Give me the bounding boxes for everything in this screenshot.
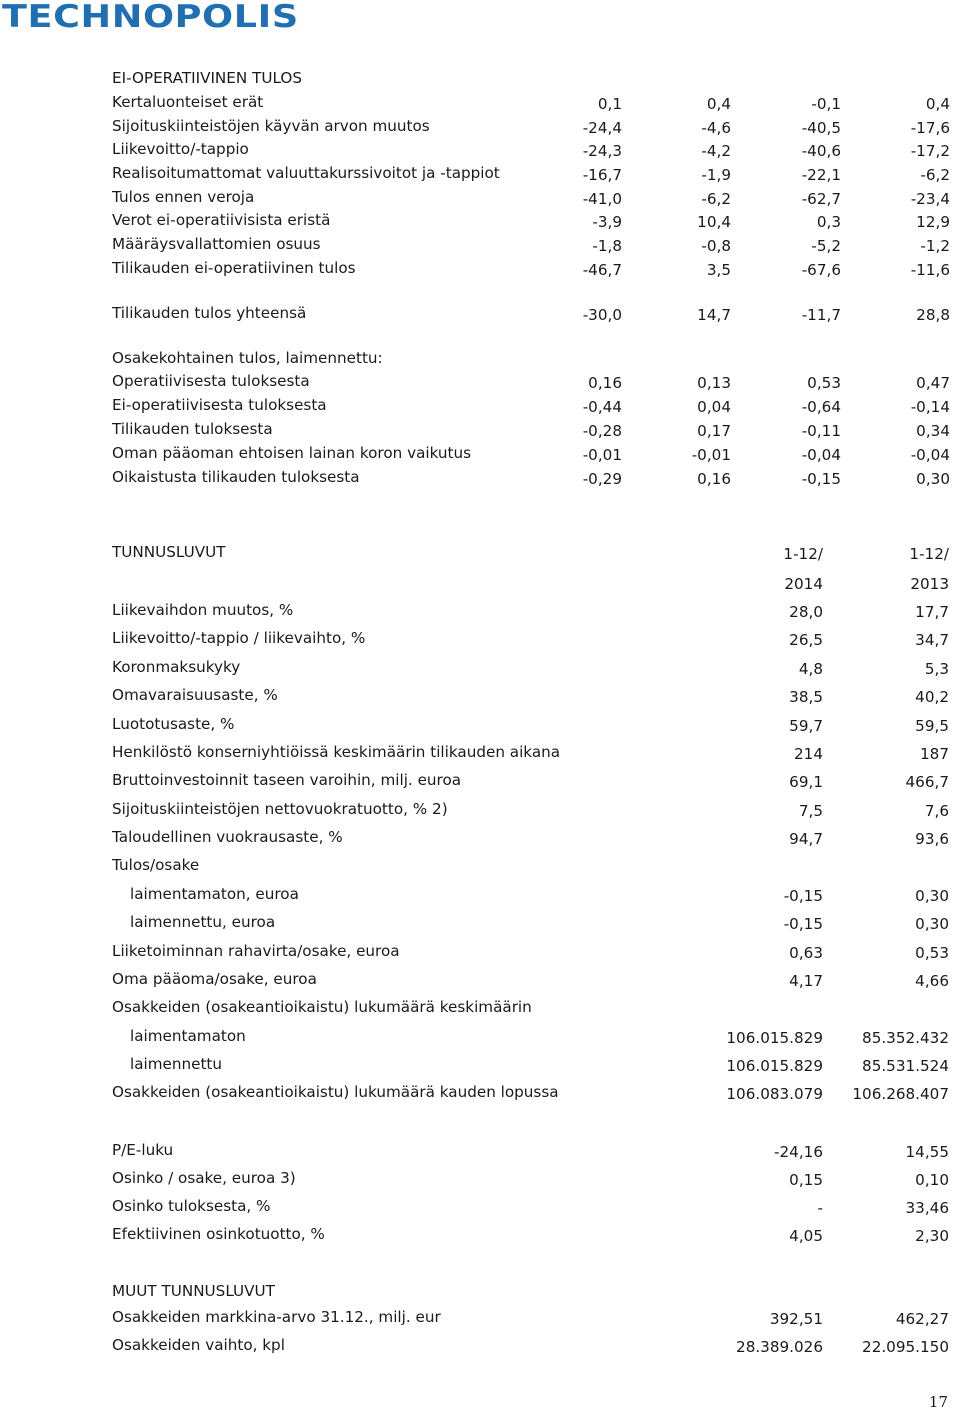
value-cell: 106.015.829 bbox=[726, 1057, 823, 1075]
value-cell: 59,7 bbox=[789, 717, 823, 735]
value-cell: 28.389.026 bbox=[736, 1338, 823, 1356]
value-cell: 392,51 bbox=[769, 1310, 823, 1328]
value-cell: 0,30 bbox=[916, 470, 950, 488]
value-cell: -11,6 bbox=[910, 261, 950, 279]
row-label: Osakkeiden vaihto, kpl bbox=[112, 1336, 285, 1354]
value-cell: -11,7 bbox=[801, 306, 841, 324]
value-cell: 28,8 bbox=[916, 306, 950, 324]
value-cell: 0,15 bbox=[789, 1171, 823, 1189]
value-cell: 33,46 bbox=[905, 1199, 949, 1217]
row-label: laimentamaton, euroa bbox=[130, 885, 299, 903]
value-cell: 4,17 bbox=[789, 972, 823, 990]
value-cell: -24,4 bbox=[582, 119, 622, 137]
value-cell: 14,55 bbox=[905, 1143, 949, 1161]
row-label: Tilikauden tuloksesta bbox=[112, 420, 273, 438]
row-label: Efektiivinen osinkotuotto, % bbox=[112, 1225, 325, 1243]
value-cell: -17,2 bbox=[910, 142, 950, 160]
value-cell: -4,2 bbox=[701, 142, 731, 160]
value-cell: 10,4 bbox=[697, 213, 731, 231]
value-cell: 12,9 bbox=[916, 213, 950, 231]
value-cell: 22.095.150 bbox=[862, 1338, 949, 1356]
row-label: Realisoitumattomat valuuttakurssivoitot ja -tappiot bbox=[112, 164, 500, 182]
value-cell: 2,30 bbox=[915, 1227, 949, 1245]
row-label: Osinko tuloksesta, % bbox=[112, 1197, 271, 1215]
value-cell: -24,16 bbox=[774, 1143, 823, 1161]
row-label: Ei-operatiivisesta tuloksesta bbox=[112, 396, 327, 414]
value-cell: -67,6 bbox=[801, 261, 841, 279]
value-cell: -41,0 bbox=[582, 190, 622, 208]
value-cell: -0,29 bbox=[582, 470, 622, 488]
value-cell: 38,5 bbox=[789, 688, 823, 706]
value-cell: -0,15 bbox=[801, 470, 841, 488]
row-label: Liikevoitto/-tappio bbox=[112, 140, 249, 158]
value-cell: 214 bbox=[794, 745, 823, 763]
value-cell: -0,8 bbox=[701, 237, 731, 255]
row-label: Tulos ennen veroja bbox=[112, 188, 255, 206]
value-cell: -0,04 bbox=[910, 446, 950, 464]
row-label: Määräysvallattomien osuus bbox=[112, 235, 321, 253]
value-cell: 26,5 bbox=[789, 631, 823, 649]
value-cell: 94,7 bbox=[789, 830, 823, 848]
value-cell: -46,7 bbox=[582, 261, 622, 279]
row-label: Operatiivisesta tuloksesta bbox=[112, 372, 310, 390]
value-cell: 4,8 bbox=[798, 660, 823, 678]
row-label: Tilikauden tulos yhteensä bbox=[112, 304, 307, 322]
page-number: 17 bbox=[928, 1393, 948, 1411]
value-cell: 93,6 bbox=[915, 830, 949, 848]
row-label: Oma pääoma/osake, euroa bbox=[112, 970, 317, 988]
value-cell: 0,17 bbox=[697, 422, 731, 440]
value-cell: -1,2 bbox=[920, 237, 950, 255]
value-cell: -17,6 bbox=[910, 119, 950, 137]
row-label: P/E-luku bbox=[112, 1141, 174, 1159]
row-label: Tulos/osake bbox=[112, 856, 200, 874]
value-cell: -30,0 bbox=[582, 306, 622, 324]
value-cell: 7,6 bbox=[924, 802, 949, 820]
value-cell: 17,7 bbox=[915, 603, 949, 621]
row-label: Omavaraisuusaste, % bbox=[112, 686, 278, 704]
row-label: Osakkeiden (osakeantioikaistu) lukumäärä keskimäärin bbox=[112, 998, 532, 1016]
row-label: Bruttoinvestoinnit taseen varoihin, milj. euroa bbox=[112, 771, 462, 789]
value-cell: -0,14 bbox=[910, 398, 950, 416]
value-cell: 3,5 bbox=[706, 261, 731, 279]
value-cell: 85.352.432 bbox=[862, 1029, 949, 1047]
nonop-title: EI-OPERATIIVINEN TULOS bbox=[112, 69, 302, 87]
value-cell: 0,16 bbox=[697, 470, 731, 488]
value-cell: 40,2 bbox=[915, 688, 949, 706]
other-title: MUUT TUNNUSLUVUT bbox=[112, 1282, 275, 1300]
value-cell: -0,15 bbox=[783, 887, 823, 905]
value-cell: 0,63 bbox=[789, 944, 823, 962]
row-label: laimentamaton bbox=[130, 1027, 246, 1045]
value-cell: 0,4 bbox=[706, 95, 731, 113]
value-cell: -0,01 bbox=[691, 446, 731, 464]
value-cell: 106.083.079 bbox=[726, 1085, 823, 1103]
eps-title: Osakekohtainen tulos, laimennettu: bbox=[112, 349, 383, 367]
row-label: Sijoituskiinteistöjen nettovuokratuotto, % 2) bbox=[112, 800, 448, 818]
value-cell: -0,04 bbox=[801, 446, 841, 464]
technopolis-logo: TECHNOPOLIS bbox=[2, 0, 299, 35]
value-cell: 0,16 bbox=[588, 374, 622, 392]
value-cell: 0,13 bbox=[697, 374, 731, 392]
value-cell: -0,15 bbox=[783, 915, 823, 933]
value-cell: -24,3 bbox=[582, 142, 622, 160]
value-cell: -0,28 bbox=[582, 422, 622, 440]
value-cell: -4,6 bbox=[701, 119, 731, 137]
kpi-title: TUNNUSLUVUT bbox=[112, 543, 226, 561]
value-cell: 69,1 bbox=[789, 773, 823, 791]
value-cell: 0,34 bbox=[916, 422, 950, 440]
value-cell: -40,6 bbox=[801, 142, 841, 160]
value-cell: 0,53 bbox=[915, 944, 949, 962]
column-header: 2014 bbox=[784, 575, 823, 593]
value-cell: 462,27 bbox=[895, 1310, 949, 1328]
row-label: Kertaluonteiset erät bbox=[112, 93, 264, 111]
row-label: Osakkeiden markkina-arvo 31.12., milj. eur bbox=[112, 1308, 441, 1326]
value-cell: -62,7 bbox=[801, 190, 841, 208]
value-cell: 85.531.524 bbox=[862, 1057, 949, 1075]
value-cell: 0,47 bbox=[916, 374, 950, 392]
value-cell: -1,8 bbox=[592, 237, 622, 255]
value-cell: 14,7 bbox=[697, 306, 731, 324]
value-cell: -22,1 bbox=[801, 166, 841, 184]
value-cell: -40,5 bbox=[801, 119, 841, 137]
value-cell: -16,7 bbox=[582, 166, 622, 184]
value-cell: -0,64 bbox=[801, 398, 841, 416]
row-label: Osakkeiden (osakeantioikaistu) lukumäärä kauden lopussa bbox=[112, 1083, 559, 1101]
value-cell: 187 bbox=[920, 745, 949, 763]
value-cell: 7,5 bbox=[798, 802, 823, 820]
value-cell: -23,4 bbox=[910, 190, 950, 208]
value-cell: 4,05 bbox=[789, 1227, 823, 1245]
row-label: Liiketoiminnan rahavirta/osake, euroa bbox=[112, 942, 400, 960]
value-cell: 59,5 bbox=[915, 717, 949, 735]
value-cell: 466,7 bbox=[905, 773, 949, 791]
value-cell: -0,44 bbox=[582, 398, 622, 416]
value-cell: 0,10 bbox=[915, 1171, 949, 1189]
value-cell: 0,04 bbox=[697, 398, 731, 416]
column-header: 2013 bbox=[910, 575, 949, 593]
row-label: Sijoituskiinteistöjen käyvän arvon muutos bbox=[112, 117, 430, 135]
row-label: laimennettu bbox=[130, 1055, 223, 1073]
value-cell: -1,9 bbox=[701, 166, 731, 184]
value-cell: 4,66 bbox=[915, 972, 949, 990]
column-header: 1-12/ bbox=[909, 545, 949, 563]
row-label: laimennettu, euroa bbox=[130, 913, 276, 931]
row-label: Verot ei-operatiivisista eristä bbox=[112, 211, 331, 229]
value-cell: 0,53 bbox=[807, 374, 841, 392]
value-cell: 0,30 bbox=[915, 915, 949, 933]
value-cell: -3,9 bbox=[592, 213, 622, 231]
row-label: Liikevoitto/-tappio / liikevaihto, % bbox=[112, 629, 366, 647]
value-cell: 0,1 bbox=[597, 95, 622, 113]
value-cell: -6,2 bbox=[920, 166, 950, 184]
value-cell: 106.268.407 bbox=[852, 1085, 949, 1103]
value-cell: 28,0 bbox=[789, 603, 823, 621]
value-cell: 0,30 bbox=[915, 887, 949, 905]
row-label: Koronmaksukyky bbox=[112, 658, 241, 676]
value-cell: -6,2 bbox=[701, 190, 731, 208]
row-label: Taloudellinen vuokrausaste, % bbox=[112, 828, 343, 846]
row-label: Henkilöstö konserniyhtiöissä keskimäärin tilikauden aikana bbox=[112, 743, 561, 761]
row-label: Osinko / osake, euroa 3) bbox=[112, 1169, 296, 1187]
column-header: 1-12/ bbox=[783, 545, 823, 563]
row-label: Liikevaihdon muutos, % bbox=[112, 601, 294, 619]
row-label: Oman pääoman ehtoisen lainan koron vaikutus bbox=[112, 444, 472, 462]
row-label: Luototusaste, % bbox=[112, 715, 235, 733]
value-cell: -0,1 bbox=[811, 95, 841, 113]
row-label: Tilikauden ei-operatiivinen tulos bbox=[112, 259, 356, 277]
value-cell: - bbox=[817, 1199, 823, 1217]
value-cell: -0,11 bbox=[801, 422, 841, 440]
row-label: Oikaistusta tilikauden tuloksesta bbox=[112, 468, 360, 486]
value-cell: 106.015.829 bbox=[726, 1029, 823, 1047]
value-cell: 0,3 bbox=[816, 213, 841, 231]
value-cell: 0,4 bbox=[925, 95, 950, 113]
value-cell: 5,3 bbox=[924, 660, 949, 678]
value-cell: -0,01 bbox=[582, 446, 622, 464]
value-cell: -5,2 bbox=[811, 237, 841, 255]
value-cell: 34,7 bbox=[915, 631, 949, 649]
